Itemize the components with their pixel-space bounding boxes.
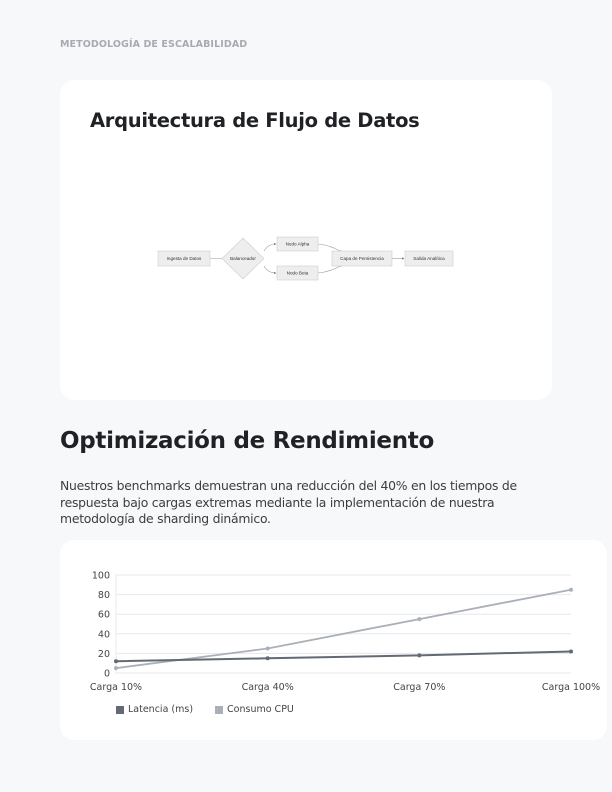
data-point[interactable] bbox=[569, 588, 573, 592]
section-title: Optimización de Rendimiento bbox=[60, 428, 434, 454]
data-point[interactable] bbox=[114, 659, 118, 663]
diagram-title: Arquitectura de Flujo de Datos bbox=[90, 109, 420, 132]
x-tick-label: Carga 40% bbox=[241, 682, 294, 693]
svg-text:Salida Analítica: Salida Analítica bbox=[413, 256, 445, 261]
legend-label-cpu: Consumo CPU bbox=[227, 704, 294, 715]
x-tick-label: Carga 70% bbox=[393, 682, 446, 693]
x-tick-label: Carga 100% bbox=[541, 682, 601, 693]
x-tick-label: Carga 10% bbox=[89, 682, 143, 693]
node-persistencia bbox=[332, 251, 392, 266]
y-tick-label: 0 bbox=[103, 668, 110, 680]
svg-text:Nodo Beta: Nodo Beta bbox=[286, 270, 309, 276]
legend-label-latencia: Latencia (ms) bbox=[128, 704, 194, 715]
svg-text:Ingesta de Datos: Ingesta de Datos bbox=[166, 256, 202, 261]
eyebrow-label: METODOLOGÍA DE ESCALABILIDAD bbox=[60, 39, 248, 50]
section-body: Nuestros benchmarks demuestran una reducción del 40% en los tiempos de respuesta bajo cargas extremas mediante la implementación de nuestra metodología de sharding dinámico. bbox=[60, 478, 517, 526]
svg-text:Capa de Persistencia: Capa de Persistencia bbox=[340, 256, 384, 261]
legend-item-latencia[interactable] bbox=[116, 704, 193, 715]
legend-swatch-cpu bbox=[215, 706, 223, 714]
node-ingesta bbox=[158, 251, 210, 266]
chart-card bbox=[60, 540, 607, 740]
data-flow-diagram bbox=[60, 80, 552, 400]
y-tick-label: 40 bbox=[97, 629, 110, 641]
data-point[interactable] bbox=[417, 653, 421, 657]
data-point[interactable] bbox=[417, 617, 421, 621]
y-tick-label: 20 bbox=[97, 648, 110, 660]
node-balanceador bbox=[222, 238, 264, 279]
y-tick-label: 100 bbox=[91, 570, 110, 582]
svg-text:Balanceador: Balanceador bbox=[230, 256, 256, 261]
data-point[interactable] bbox=[266, 656, 270, 660]
node-salida bbox=[405, 251, 453, 266]
chart-legend bbox=[116, 704, 294, 715]
data-point[interactable] bbox=[266, 647, 270, 651]
data-point[interactable] bbox=[569, 649, 573, 653]
data-point[interactable] bbox=[114, 666, 118, 670]
legend-swatch-latencia bbox=[116, 706, 124, 714]
y-tick-label: 80 bbox=[97, 590, 110, 602]
y-tick-label: 60 bbox=[97, 609, 110, 621]
diagram-card bbox=[60, 80, 552, 400]
node-beta bbox=[277, 266, 318, 280]
svg-text:Nodo Alpha: Nodo Alpha bbox=[285, 241, 310, 247]
legend-item-cpu[interactable] bbox=[215, 704, 294, 715]
node-alpha bbox=[277, 237, 318, 251]
